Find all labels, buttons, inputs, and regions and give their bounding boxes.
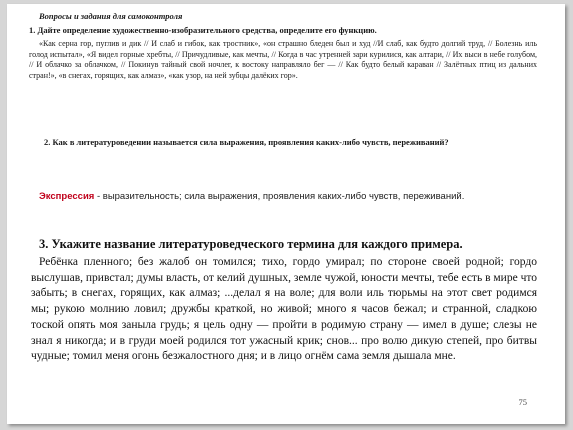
question-1: 1. Дайте определение художественно-изобразительного средства, определите его функцию. (29, 25, 377, 35)
answer-line (39, 191, 549, 202)
quote-paragraph-1: «Как серна гор, пуглив и дик // И слаб и гибок, как тростник», «он страшно бледен был и худ //И слаб, как будто долгий труд, // Болезнь иль голод испытал», «Я видел горные хребты, // Причудливые, как мечты, // Когда в час утренней зари курилися, как алтари, // Их выси в небе голубом, // И облачко за облачком, // Покинув тайный свой ночлег, к востоку направляло бег — // Как будто белый караван // Залётных птиц из дальних стран!», «в снегах, горящих, как алмаз», «как узор, на ней зубцы далёких гор». (29, 39, 537, 80)
question-2: 2. Как в литературоведении называется сила выражения, проявления каких-либо чувств, переживаний? (44, 137, 449, 147)
section-title: Вопросы и задания для самоконтроля (39, 11, 183, 21)
page-number: 75 (518, 397, 527, 407)
question-3: 3. Укажите название литературоведческого термина для каждого примера. (39, 237, 463, 251)
document-page (7, 4, 565, 424)
quote-paragraph-3: Ребёнка пленного; без жалоб он томился; тихо, гордо умирал; по стороне своей родной; гордо выслушав, привстал; думы власть, от келий душных, земле чужой, юности мечты, тебе есть в мире что забыть; в снегах, горящих, как алмаз; ...делал я на воле; для воли иль тюрьмы на этот свет родимся мы; рукою молнию ловил; дружбы краткой, но живой; много я часов бежал; и странной, сладкою тоской опять моя заныла грудь; я цель одну — пройти в родимую страну — имел в душе; слезы не знал я никогда; и в груди моей родился тот ужасный крик; снов... про волю дикую степей, про битвы чудные; томил меня огонь безжалостного дня; и в лицо огнём сама земля дышала мне. (31, 256, 537, 363)
answer-term: Экспрессия (39, 191, 95, 202)
answer-definition: - выразительность; сила выражения, проявления каких-либо чувств, переживаний. (94, 191, 465, 202)
